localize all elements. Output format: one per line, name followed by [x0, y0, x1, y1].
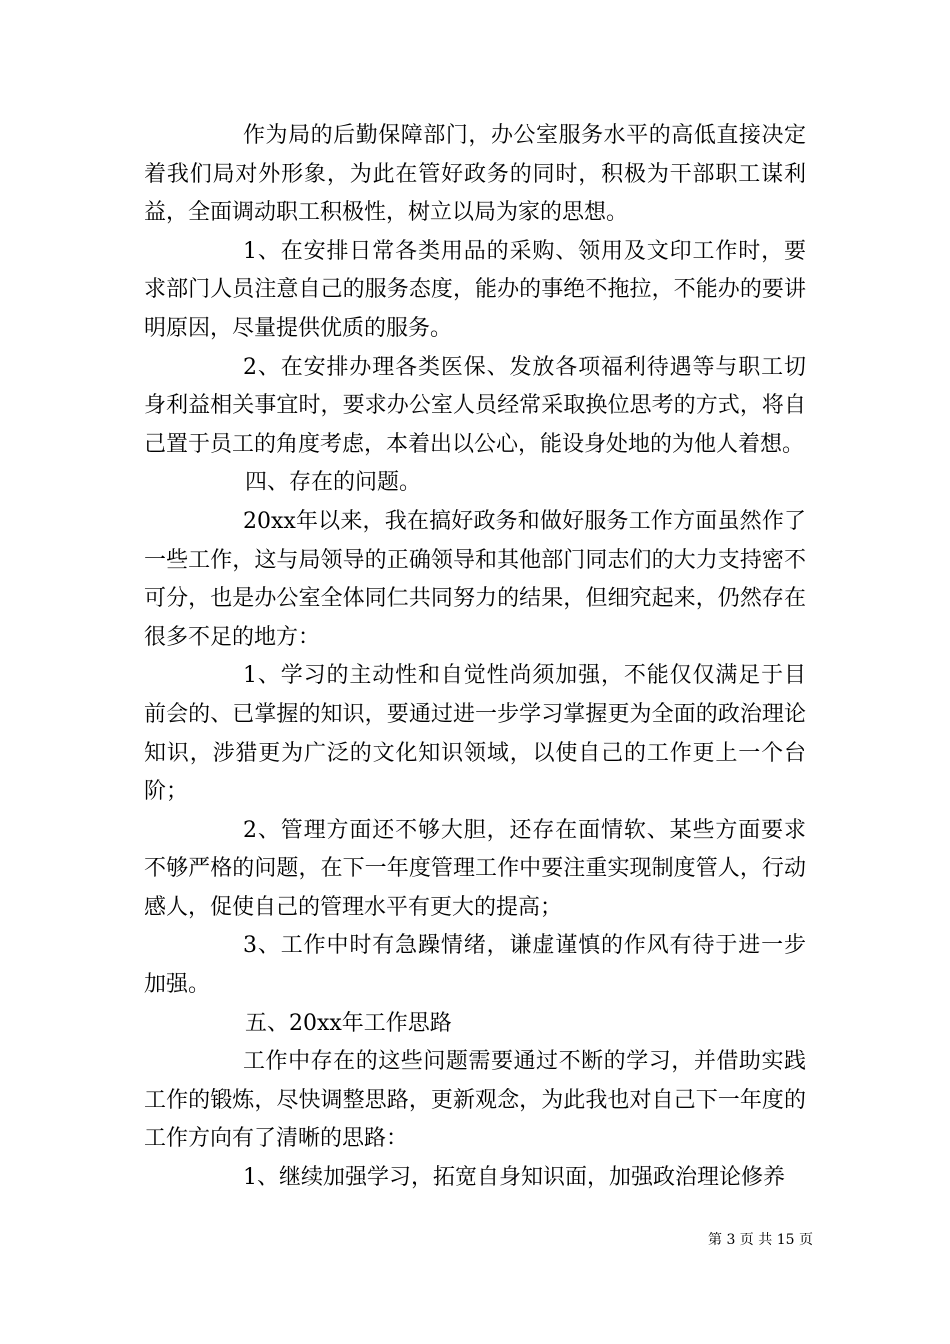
- paragraph-item-1: 1、在安排日常各类用品的采购、领用及文印工作时，要求部门人员注意自己的服务态度，能办的事绝不拖拉，不能办的要讲明原因，尽量提供优质的服务。: [144, 238, 806, 341]
- paragraph-problems-intro: 20xx年以来，我在搞好政务和做好服务工作方面虽然作了一些工作，这与局领导的正确领导和其他部门同志们的大力支持密不可分，也是办公室全体同仁共同努力的结果，但细究起来，仍然存在很多不足的地方：: [144, 508, 806, 650]
- section-heading-plan: 五、20xx年工作思路: [245, 1010, 452, 1036]
- paragraph-problem-3: 3、工作中时有急躁情绪，谦虚谨慎的作风有待于进一步加强。: [144, 933, 806, 998]
- paragraph-plan-intro: 工作中存在的这些问题需要通过不断的学习，并借助实践工作的锻炼，尽快调整思路，更新观念，为此我也对自己下一年度的工作方向有了清晰的思路：: [144, 1049, 806, 1152]
- document-body: [144, 117, 806, 1198]
- paragraph-plan-1: 1、继续加强学习，拓宽自身知识面，加强政治理论修养: [243, 1165, 785, 1191]
- page-number-footer: 第 3 页 共 15 页: [708, 1232, 813, 1248]
- paragraph-problem-1: 1、学习的主动性和自觉性尚须加强，不能仅仅满足于目前会的、已掌握的知识，要通过进一步学习掌握更为全面的政治理论知识，涉猎更为广泛的文化知识领域，以使自己的工作更上一个台阶；: [144, 663, 806, 805]
- section-heading-problems: 四、存在的问题。: [245, 470, 422, 496]
- paragraph-intro: 作为局的后勤保障部门，办公室服务水平的高低直接决定着我们局对外形象，为此在管好政务的同时，积极为干部职工谋利益，全面调动职工积极性，树立以局为家的思想。: [144, 123, 806, 226]
- paragraph-problem-2: 2、管理方面还不够大胆，还存在面情软、某些方面要求不够严格的问题，在下一年度管理工作中要注重实现制度管人，行动感人，促使自己的管理水平有更大的提高；: [144, 817, 806, 920]
- paragraph-item-2: 2、在安排办理各类医保、发放各项福利待遇等与职工切身利益相关事宜时，要求办公室人员经常采取换位思考的方式，将自己置于员工的角度考虑，本着出以公心，能设身处地的为他人着想。: [144, 354, 806, 457]
